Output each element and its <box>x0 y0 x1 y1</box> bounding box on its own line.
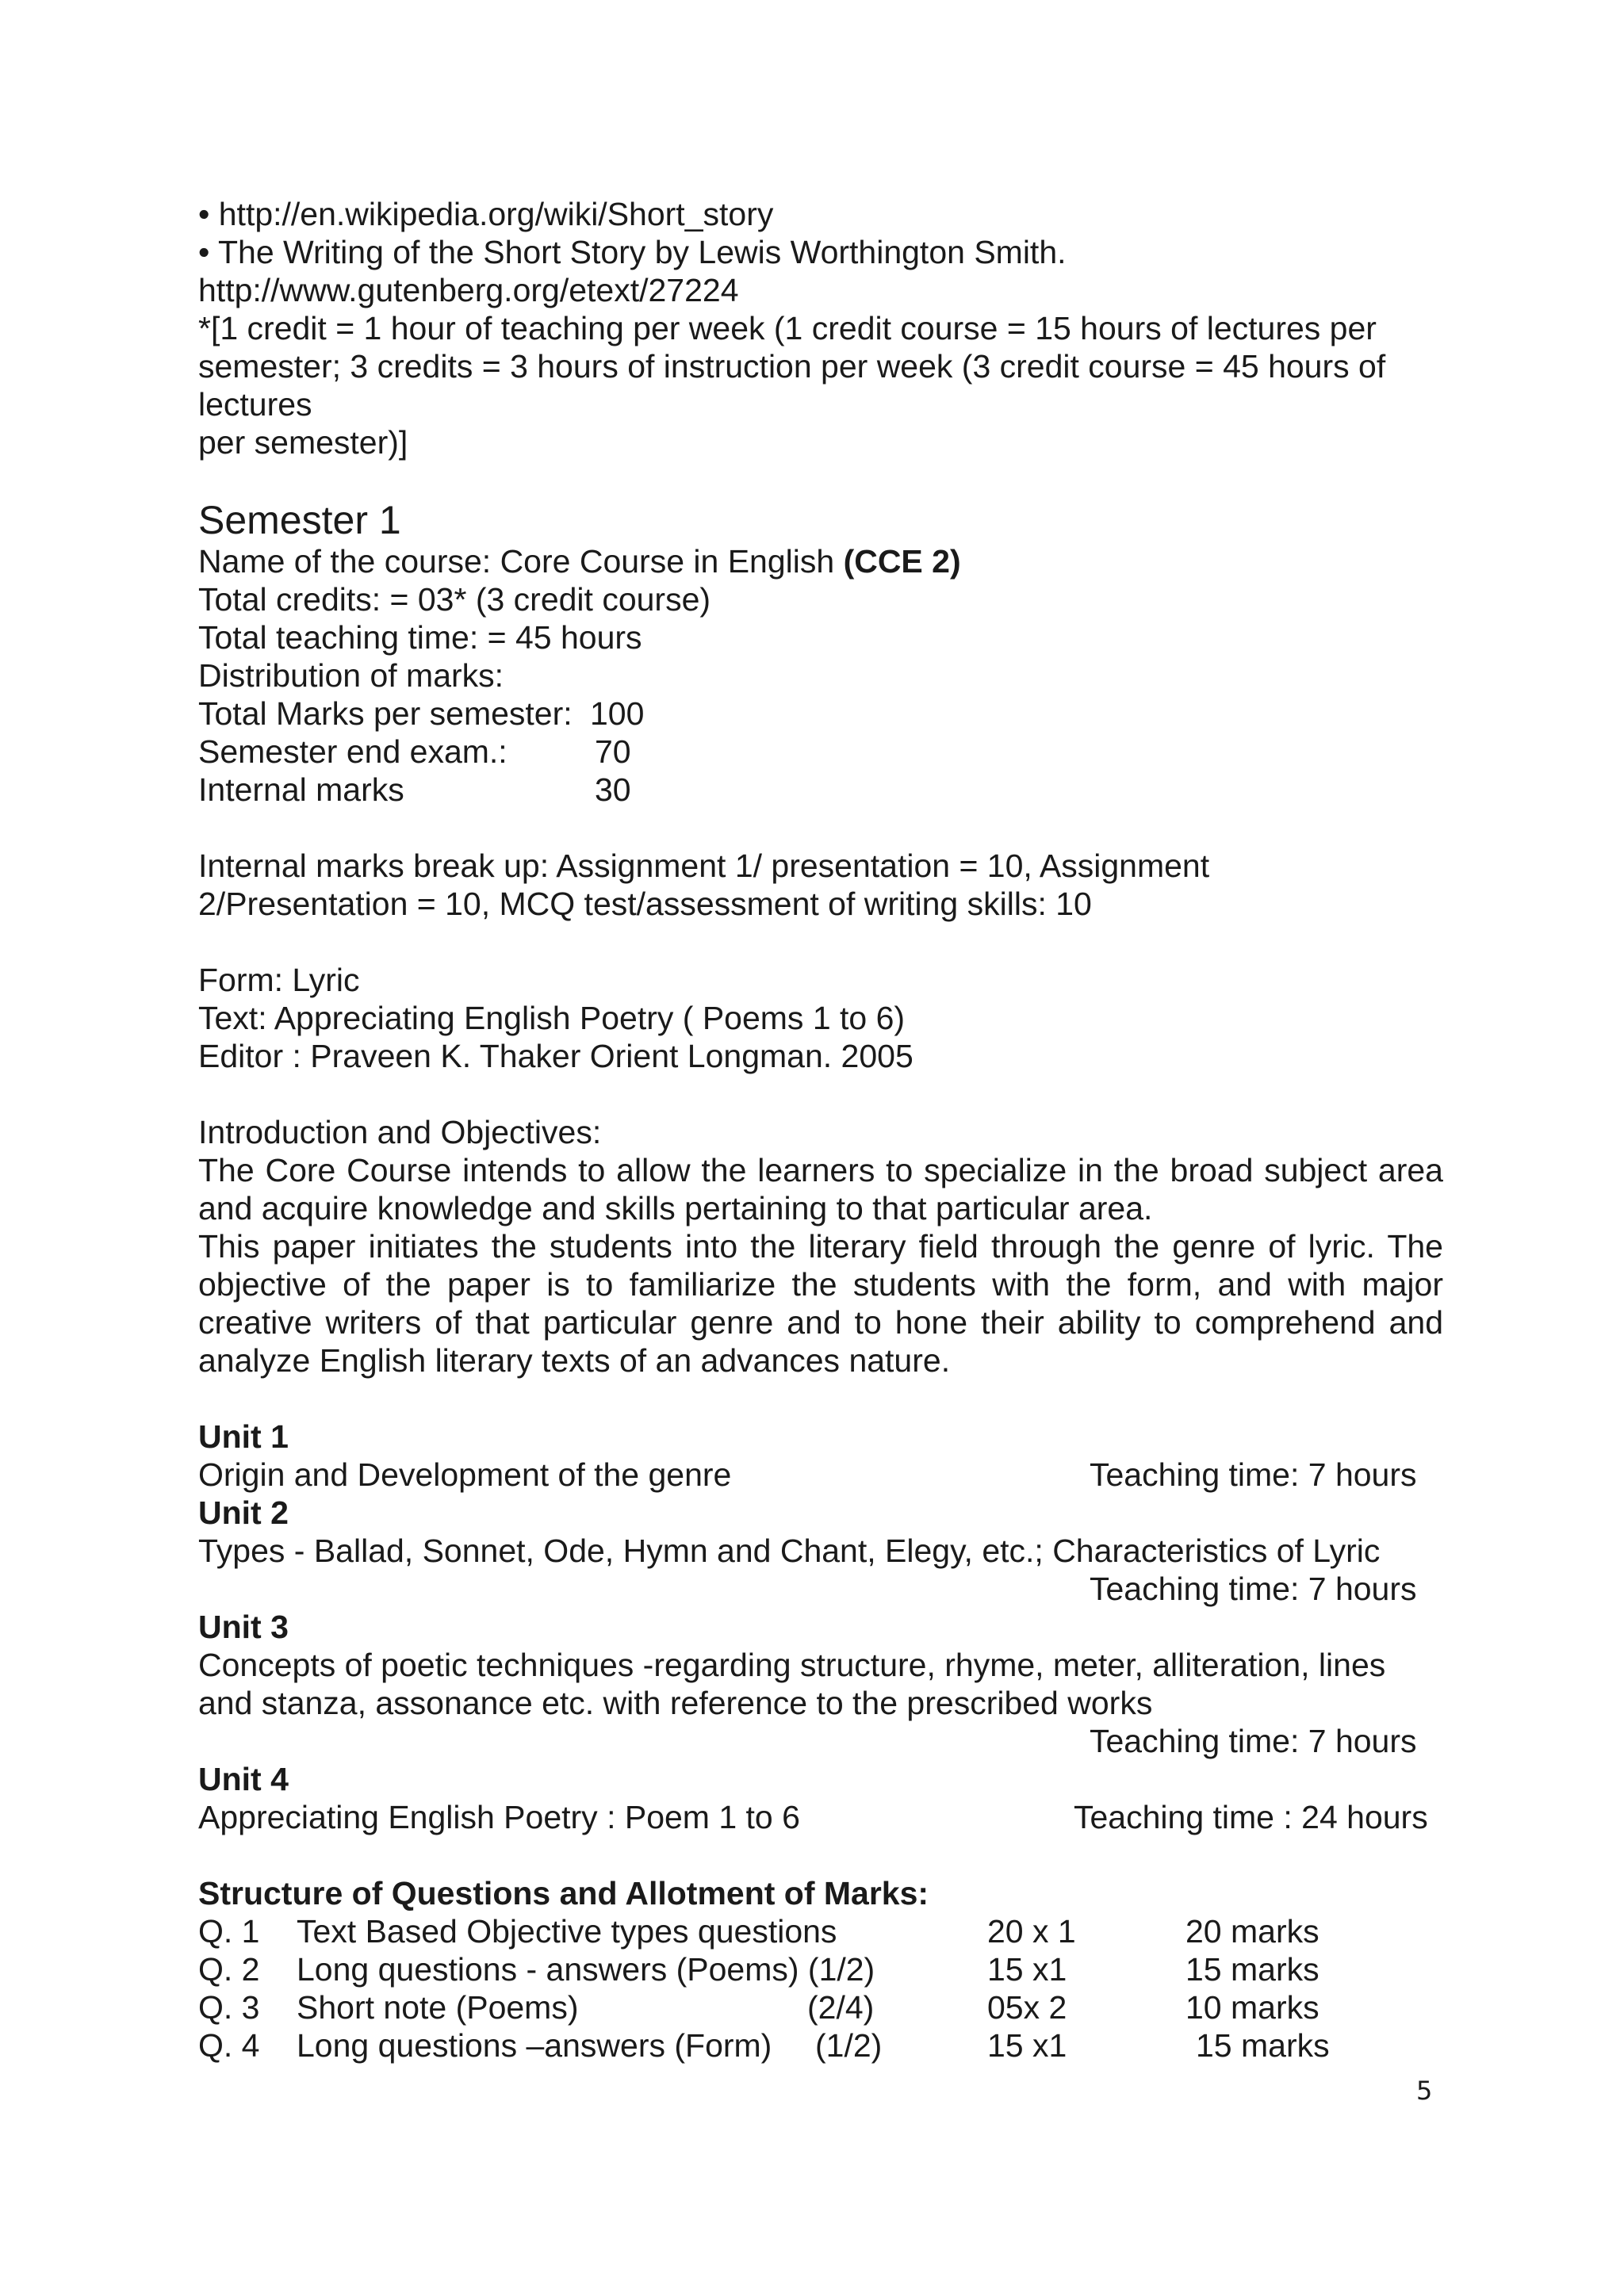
unit-1-desc: Origin and Development of the genre <box>198 1456 732 1493</box>
question-row <box>198 1950 1443 1988</box>
internal-marks-row <box>198 771 1443 809</box>
total-teaching-time: Total teaching time: = 45 hours <box>198 619 642 656</box>
unit-2-time-row <box>198 1570 1443 1608</box>
unit-1-title: Unit 1 <box>198 1418 289 1455</box>
unit-3-time: Teaching time: 7 hours <box>1090 1723 1417 1759</box>
semester-end-label: Semester end exam.: <box>198 733 508 770</box>
structure-heading: Structure of Questions and Allotment of Marks: <box>198 1875 929 1911</box>
unit-3-time-row <box>198 1722 1443 1760</box>
unit-1-time: Teaching time: 7 hours <box>1090 1456 1417 1493</box>
intro-heading: Introduction and Objectives: <box>198 1114 602 1150</box>
semester-end-value: 70 <box>595 733 631 770</box>
credit-note-line-1: *[1 credit = 1 hour of teaching per week (1 credit course = 15 hours of lectures per <box>198 310 1377 346</box>
question-number: Q. 1 <box>198 1913 260 1950</box>
question-marks: 15 marks <box>1196 2027 1330 2064</box>
question-multiplier: 20 x 1 <box>987 1913 1076 1950</box>
question-number: Q. 4 <box>198 2027 260 2064</box>
total-credits: Total credits: = 03* (3 credit course) <box>198 581 711 618</box>
question-marks: 20 marks <box>1185 1913 1320 1950</box>
question-fraction: (1/2) <box>815 2027 883 2064</box>
document-body <box>198 195 1443 2064</box>
internal-marks-value: 30 <box>595 771 631 808</box>
question-text: Short note (Poems) <box>297 1989 579 2026</box>
unit-4-row <box>198 1798 1443 1836</box>
reference-wikipedia: • http://en.wikipedia.org/wiki/Short_story <box>198 196 774 232</box>
reference-url: http://www.gutenberg.org/etext/27224 <box>198 272 739 308</box>
reference-book: • The Writing of the Short Story by Lewis Worthington Smith. <box>198 234 1067 270</box>
unit-2-title: Unit 2 <box>198 1494 289 1531</box>
total-marks-row <box>198 695 1443 733</box>
question-number: Q. 3 <box>198 1989 260 2026</box>
breakup-line-1: Internal marks break up: Assignment 1/ presentation = 10, Assignment <box>198 848 1210 884</box>
credit-note-line-4: per semester)] <box>198 424 408 461</box>
question-multiplier: 15 x1 <box>987 2027 1067 2064</box>
question-multiplier: 15 x1 <box>987 1951 1067 1988</box>
question-text: Text Based Objective types questions <box>297 1913 837 1950</box>
semester-end-row <box>198 733 1443 771</box>
breakup-line-2: 2/Presentation = 10, MCQ test/assessment of writing skills: 10 <box>198 886 1092 922</box>
internal-marks-label: Internal marks <box>198 771 404 808</box>
editor: Editor : Praveen K. Thaker Orient Longman. 2005 <box>198 1038 914 1074</box>
intro-paragraph-1: The Core Course intends to allow the learners to specialize in the broad subject area and acquire knowledge and skills pertaining to that particular area. <box>198 1152 1443 1226</box>
course-code: (CCE 2) <box>843 543 961 580</box>
text: Text: Appreciating English Poetry ( Poems 1 to 6) <box>198 1000 906 1036</box>
unit-4-time: Teaching time : 24 hours <box>1074 1799 1428 1835</box>
unit-2-desc: Types - Ballad, Sonnet, Ode, Hymn and Chant, Elegy, etc.; Characteristics of Lyric <box>198 1533 1381 1569</box>
question-marks: 15 marks <box>1185 1951 1320 1988</box>
question-row <box>198 2026 1443 2064</box>
question-marks: 10 marks <box>1185 1989 1320 2026</box>
unit-1-row <box>198 1456 1443 1494</box>
unit-4-desc: Appreciating English Poetry : Poem 1 to 6 <box>198 1799 800 1835</box>
question-multiplier: 05x 2 <box>987 1989 1067 2026</box>
total-marks-value: 100 <box>590 695 645 732</box>
question-number: Q. 2 <box>198 1951 260 1988</box>
question-text: Long questions - answers (Poems) (1/2) <box>297 1951 875 1988</box>
question-text: Long questions –answers (Form) <box>297 2027 772 2064</box>
question-row <box>198 1988 1443 2026</box>
unit-3-desc-2: and stanza, assonance etc. with reference to the prescribed works <box>198 1685 1153 1721</box>
course-name <box>198 542 1443 580</box>
course-name-label: Name of the course: Core Course in English <box>198 543 844 580</box>
unit-4-title: Unit 4 <box>198 1761 289 1797</box>
unit-3-desc-1: Concepts of poetic techniques -regarding structure, rhyme, meter, alliteration, lines <box>198 1647 1386 1683</box>
question-fraction: (2/4) <box>807 1989 875 2026</box>
credit-note-line-3: lectures <box>198 386 312 423</box>
form: Form: Lyric <box>198 962 360 998</box>
total-marks-label: Total Marks per semester: <box>198 695 573 732</box>
distribution-heading: Distribution of marks: <box>198 657 504 694</box>
unit-2-time: Teaching time: 7 hours <box>1090 1571 1417 1607</box>
credit-note-line-2: semester; 3 credits = 3 hours of instruction per week (3 credit course = 45 hours of <box>198 348 1386 385</box>
page-number: 5 <box>1416 2076 1433 2106</box>
unit-3-title: Unit 3 <box>198 1609 289 1645</box>
intro-paragraph-2: This paper initiates the students into the literary field through the genre of lyric. The objective of the paper is to familiarize the students with the form, and with major creative writers of that particular genre and to hone their ability to comprehend and analyze English literary texts of an advances nature. <box>198 1228 1443 1379</box>
semester-title: Semester 1 <box>198 498 401 542</box>
question-row <box>198 1912 1443 1950</box>
